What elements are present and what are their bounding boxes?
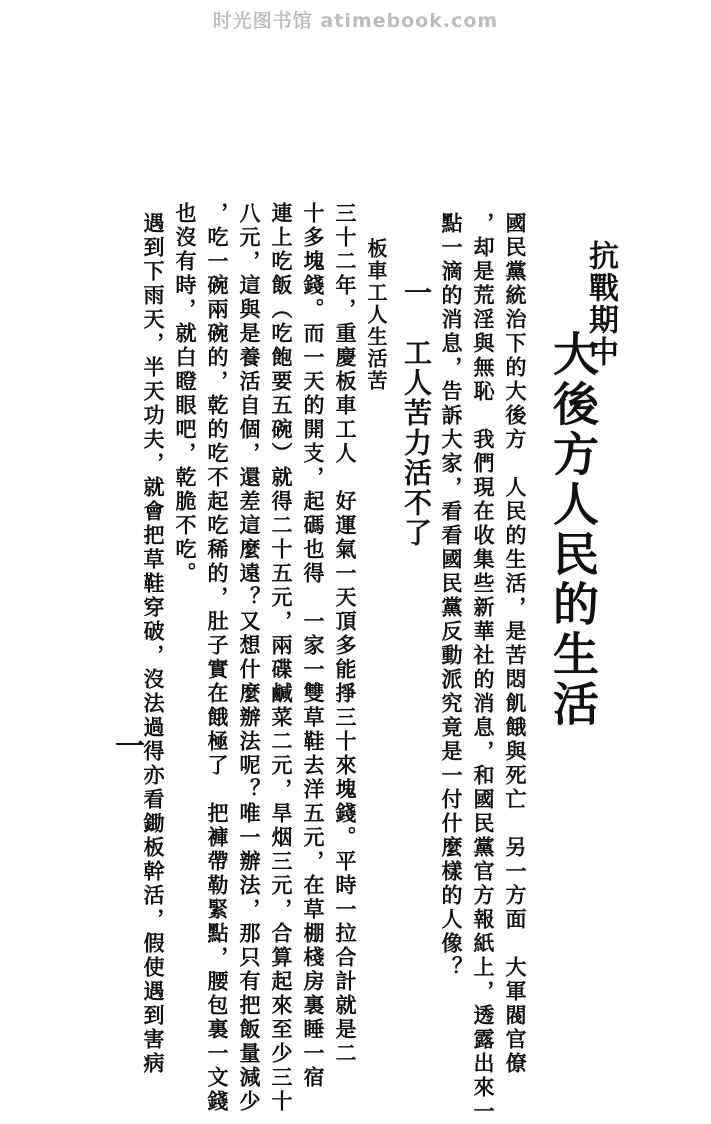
- section-heading: 一 工人苦力活不了: [400, 278, 433, 548]
- body-column: 八元，這與是養活自個，還差這麼遠？又想什麼辦法呢？唯一辦法，那只有把飯量減少: [237, 202, 262, 1114]
- body-column: 遇到下雨天，半天功夫，就會把草鞋穿破，沒法過得亦看鋤板幹活，假使遇到害病: [141, 212, 166, 1076]
- page-number: 一: [109, 730, 144, 762]
- intro-column: 點一滴的消息，告訴大家，看看國民黨反動派究竟是一付什麼樣的人像？: [439, 212, 464, 980]
- title-kicker: 抗戰期中: [583, 240, 618, 368]
- page-title: 大後方人民的生活: [546, 330, 600, 730]
- watermark: 时光图书馆 atimebook.com: [212, 10, 499, 32]
- body-column: 連上吃飯（吃飽要五碗）就得二十五元，兩碟鹹菜二元，旱烟三元，合算起來至少三十: [269, 202, 294, 1114]
- intro-column: 國民黨統治下的大後方 人民的生活，是苦悶飢餓與死亡 另一方面 大軍閥官僚: [503, 212, 528, 1076]
- body-column: 十多塊錢。而一天的開支，起碼也得 一家一雙草鞋去洋五元，在草棚棧房裏睡一宿: [301, 202, 326, 1090]
- body-column: 三十二年，重慶板車工人 好運氣一天頂多能掙三十來塊錢。平時一拉合計就是二: [333, 202, 358, 1066]
- intro-column: ，却是荒淫與無恥 我們現在收集些新華社的消息，和國民黨官方報紙上，透露出來一: [471, 212, 496, 1124]
- body-column: ，吃一碗兩碗的，乾的吃不起吃稀的，肚子實在餓極了 把褲帶勒緊點，腰包裏一文錢: [205, 202, 230, 1114]
- body-column: 也沒有時，就白瞪眼吧，乾脆不吃。: [173, 202, 198, 586]
- section-subheading: 板車工人生活苦: [364, 238, 388, 392]
